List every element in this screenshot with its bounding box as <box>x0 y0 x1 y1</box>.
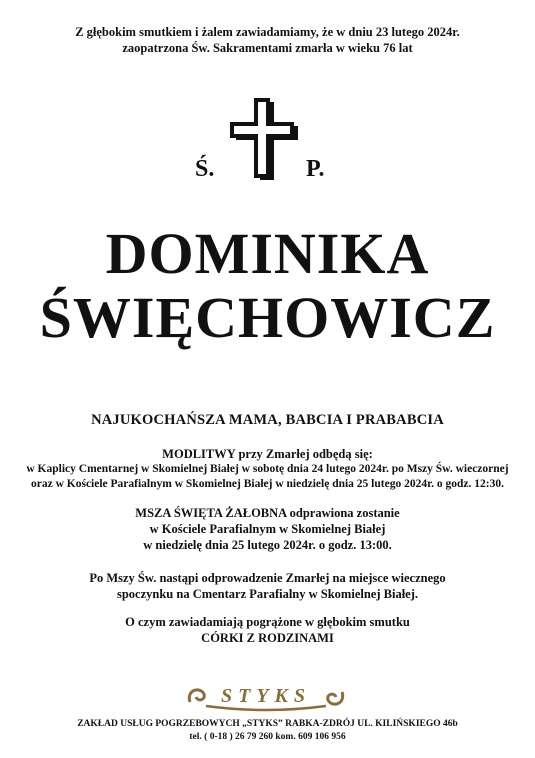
footer <box>0 718 535 744</box>
name-first: DOMINIKA <box>105 221 430 286</box>
mass-line-2: w Kościele Parafialnym w Skomielnej Białej <box>149 522 386 536</box>
logo-text: STYKS <box>220 685 312 707</box>
closing-line-2: CÓRKI Z RODZINAMI <box>201 631 334 645</box>
closing-line-1: O czym zawiadamiają pogrążone w głębokim smutku <box>125 615 410 629</box>
intro-text <box>0 24 535 56</box>
cross-icon <box>228 98 300 180</box>
burial-section <box>0 570 535 602</box>
prayer-heading: MODLITWY przy Zmarłej odbędą się: <box>162 447 373 461</box>
footer-phone: tel. ( 0-18 ) 26 79 260 kom. 609 106 956 <box>189 732 346 742</box>
relation-line: NAJUKOCHAŃSZA MAMA, BABCIA I PRABABCIA <box>91 412 444 428</box>
mass-section <box>0 505 535 553</box>
prayer-line-2: oraz w Kościele Parafialnym w Skomielnej Białej w niedzielę dnia 25 lutego 2024r. o godz. 12:30. <box>31 478 504 490</box>
sp-left: Ś. <box>195 156 215 182</box>
styks-logo <box>186 680 346 714</box>
burial-line-1: Po Mszy Św. nastąpi odprowadzenie Zmarłej na miejsce wiecznego <box>89 571 446 585</box>
footer-address: ZAKŁAD USŁUG POGRZEBOWYCH „STYKS” RABKA-ZDRÓJ UL. KILIŃSKIEGO 46b <box>77 719 458 729</box>
prayer-section <box>0 447 535 492</box>
prayer-line-1: w Kaplicy Cmentarnej w Skomielnej Białej w sobotę dnia 24 lutego 2024r. po Mszy Św. wieczornej <box>26 463 509 475</box>
sp-right: P. <box>306 156 325 182</box>
intro-line-2: zaopatrzona Św. Sakramentami zmarła w wieku 76 lat <box>122 41 413 55</box>
name-last: ŚWIĘCHOWICZ <box>39 285 496 350</box>
burial-line-2: spoczynku na Cmentarz Parafialny w Skomielnej Białej. <box>116 587 419 601</box>
closing-section <box>0 614 535 646</box>
mass-line-1: MSZA ŚWIĘTA ŻAŁOBNA odprawiona zostanie <box>135 506 400 520</box>
mass-line-3: w niedzielę dnia 25 lutego 2024r. o godz. 13:00. <box>143 538 392 552</box>
cross-row <box>0 98 535 180</box>
intro-line-1: Z głębokim smutkiem i żalem zawiadamiamy, że w dniu 23 lutego 2024r. <box>75 25 460 39</box>
